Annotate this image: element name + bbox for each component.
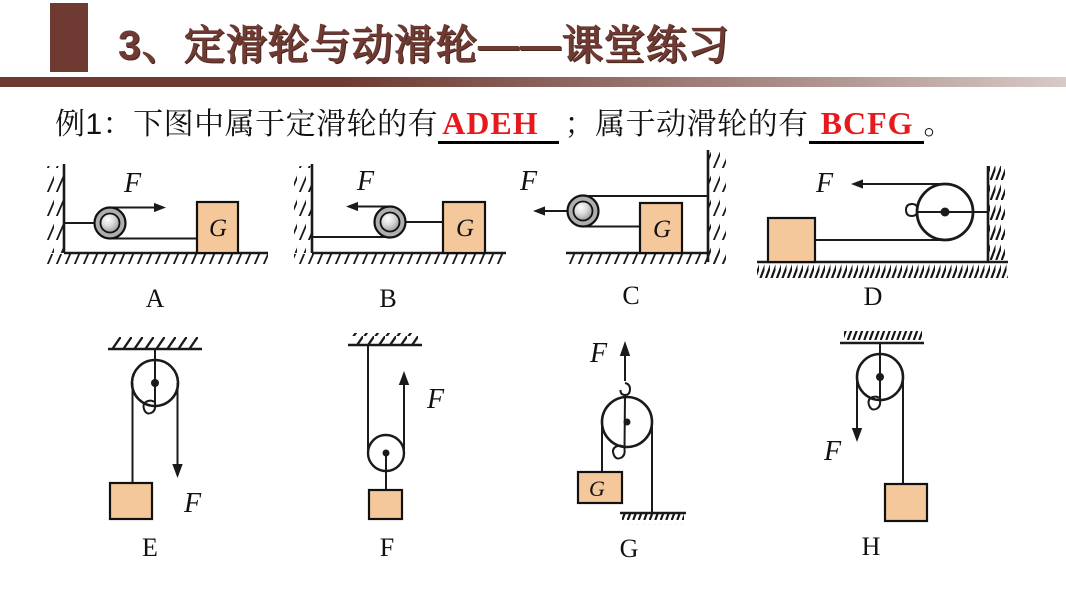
floor-hatch	[757, 262, 1008, 278]
diagram-h	[800, 328, 980, 568]
answer-blank-movable	[809, 105, 924, 144]
question-suffix: 。	[923, 108, 955, 141]
diagram-label: E	[142, 533, 158, 562]
diagram-f	[320, 328, 480, 568]
question-prefix: 例1：下图中属于定滑轮的有	[55, 108, 439, 141]
weight-block	[110, 483, 152, 519]
weight-block	[885, 484, 927, 521]
diagram-d	[755, 145, 1010, 315]
diagram-label: G	[619, 534, 639, 563]
force-label: F	[357, 166, 375, 197]
diagram-label: H	[861, 532, 881, 561]
diagram-b	[280, 148, 510, 318]
force-arrow-left	[346, 202, 358, 211]
diagram-g	[545, 330, 735, 570]
diagram-label: F	[379, 533, 395, 562]
wall-hatch	[708, 150, 726, 270]
diagram-label: A	[145, 284, 165, 313]
wall-hatch	[46, 164, 64, 253]
force-label: F	[427, 384, 445, 415]
pulley-icon	[375, 207, 406, 238]
floor-hatch	[566, 253, 726, 271]
wall-hatch	[294, 164, 312, 253]
weight-label: G	[589, 476, 605, 501]
force-arrow-left	[533, 206, 545, 215]
ceiling-hatch	[348, 333, 422, 345]
force-label: F	[520, 166, 538, 197]
force-label: F	[124, 168, 142, 199]
ground-hatch	[620, 513, 686, 525]
force-arrow-down	[172, 464, 182, 478]
force-arrow-up	[620, 341, 630, 356]
weight-label: G	[208, 215, 228, 242]
floor-hatch	[46, 253, 268, 271]
pulley-axle-dot	[876, 373, 884, 381]
diagram-c	[500, 145, 750, 315]
example-question	[55, 99, 1055, 139]
weight-label: G	[652, 216, 672, 243]
pulley-axle-dot	[624, 419, 631, 426]
force-arrow-right	[154, 203, 166, 212]
diagram-a	[40, 148, 270, 318]
floor-hatch	[294, 253, 506, 271]
diagram-label: C	[622, 281, 640, 310]
diagram-label: B	[379, 284, 397, 313]
header-rule	[0, 77, 1066, 87]
ceiling-hatch	[108, 337, 202, 349]
wall-hatch	[988, 166, 1005, 262]
answer-blank-fixed	[438, 105, 558, 144]
force-arrow-left	[851, 179, 863, 188]
answer-movable-pulleys: BCFG	[820, 105, 914, 141]
ceiling-hatch	[840, 331, 924, 343]
weight-block	[369, 490, 402, 519]
pulley-axle-dot	[383, 450, 390, 457]
force-label: F	[184, 488, 202, 519]
weight-label: G	[455, 215, 475, 242]
pulley-icon	[568, 196, 599, 227]
diagram-e	[85, 328, 265, 568]
weight-block	[768, 218, 815, 262]
header-accent-bar	[50, 3, 88, 72]
pulley-axle-dot	[151, 379, 159, 387]
force-arrow-down	[852, 428, 862, 442]
force-arrow-up	[399, 371, 409, 385]
pulley-axle-dot	[941, 208, 950, 217]
diagram-label: D	[863, 282, 883, 311]
pulley-icon	[95, 208, 126, 239]
question-middle: ；属于动滑轮的有	[564, 108, 809, 141]
slide-title: 3、定滑轮与动滑轮——课堂练习	[118, 22, 730, 68]
answer-fixed-pulleys: ADEH	[442, 105, 539, 141]
hook-icon-top	[621, 383, 631, 395]
force-label: F	[824, 436, 842, 467]
force-label: F	[816, 168, 834, 199]
force-label: F	[590, 338, 608, 369]
